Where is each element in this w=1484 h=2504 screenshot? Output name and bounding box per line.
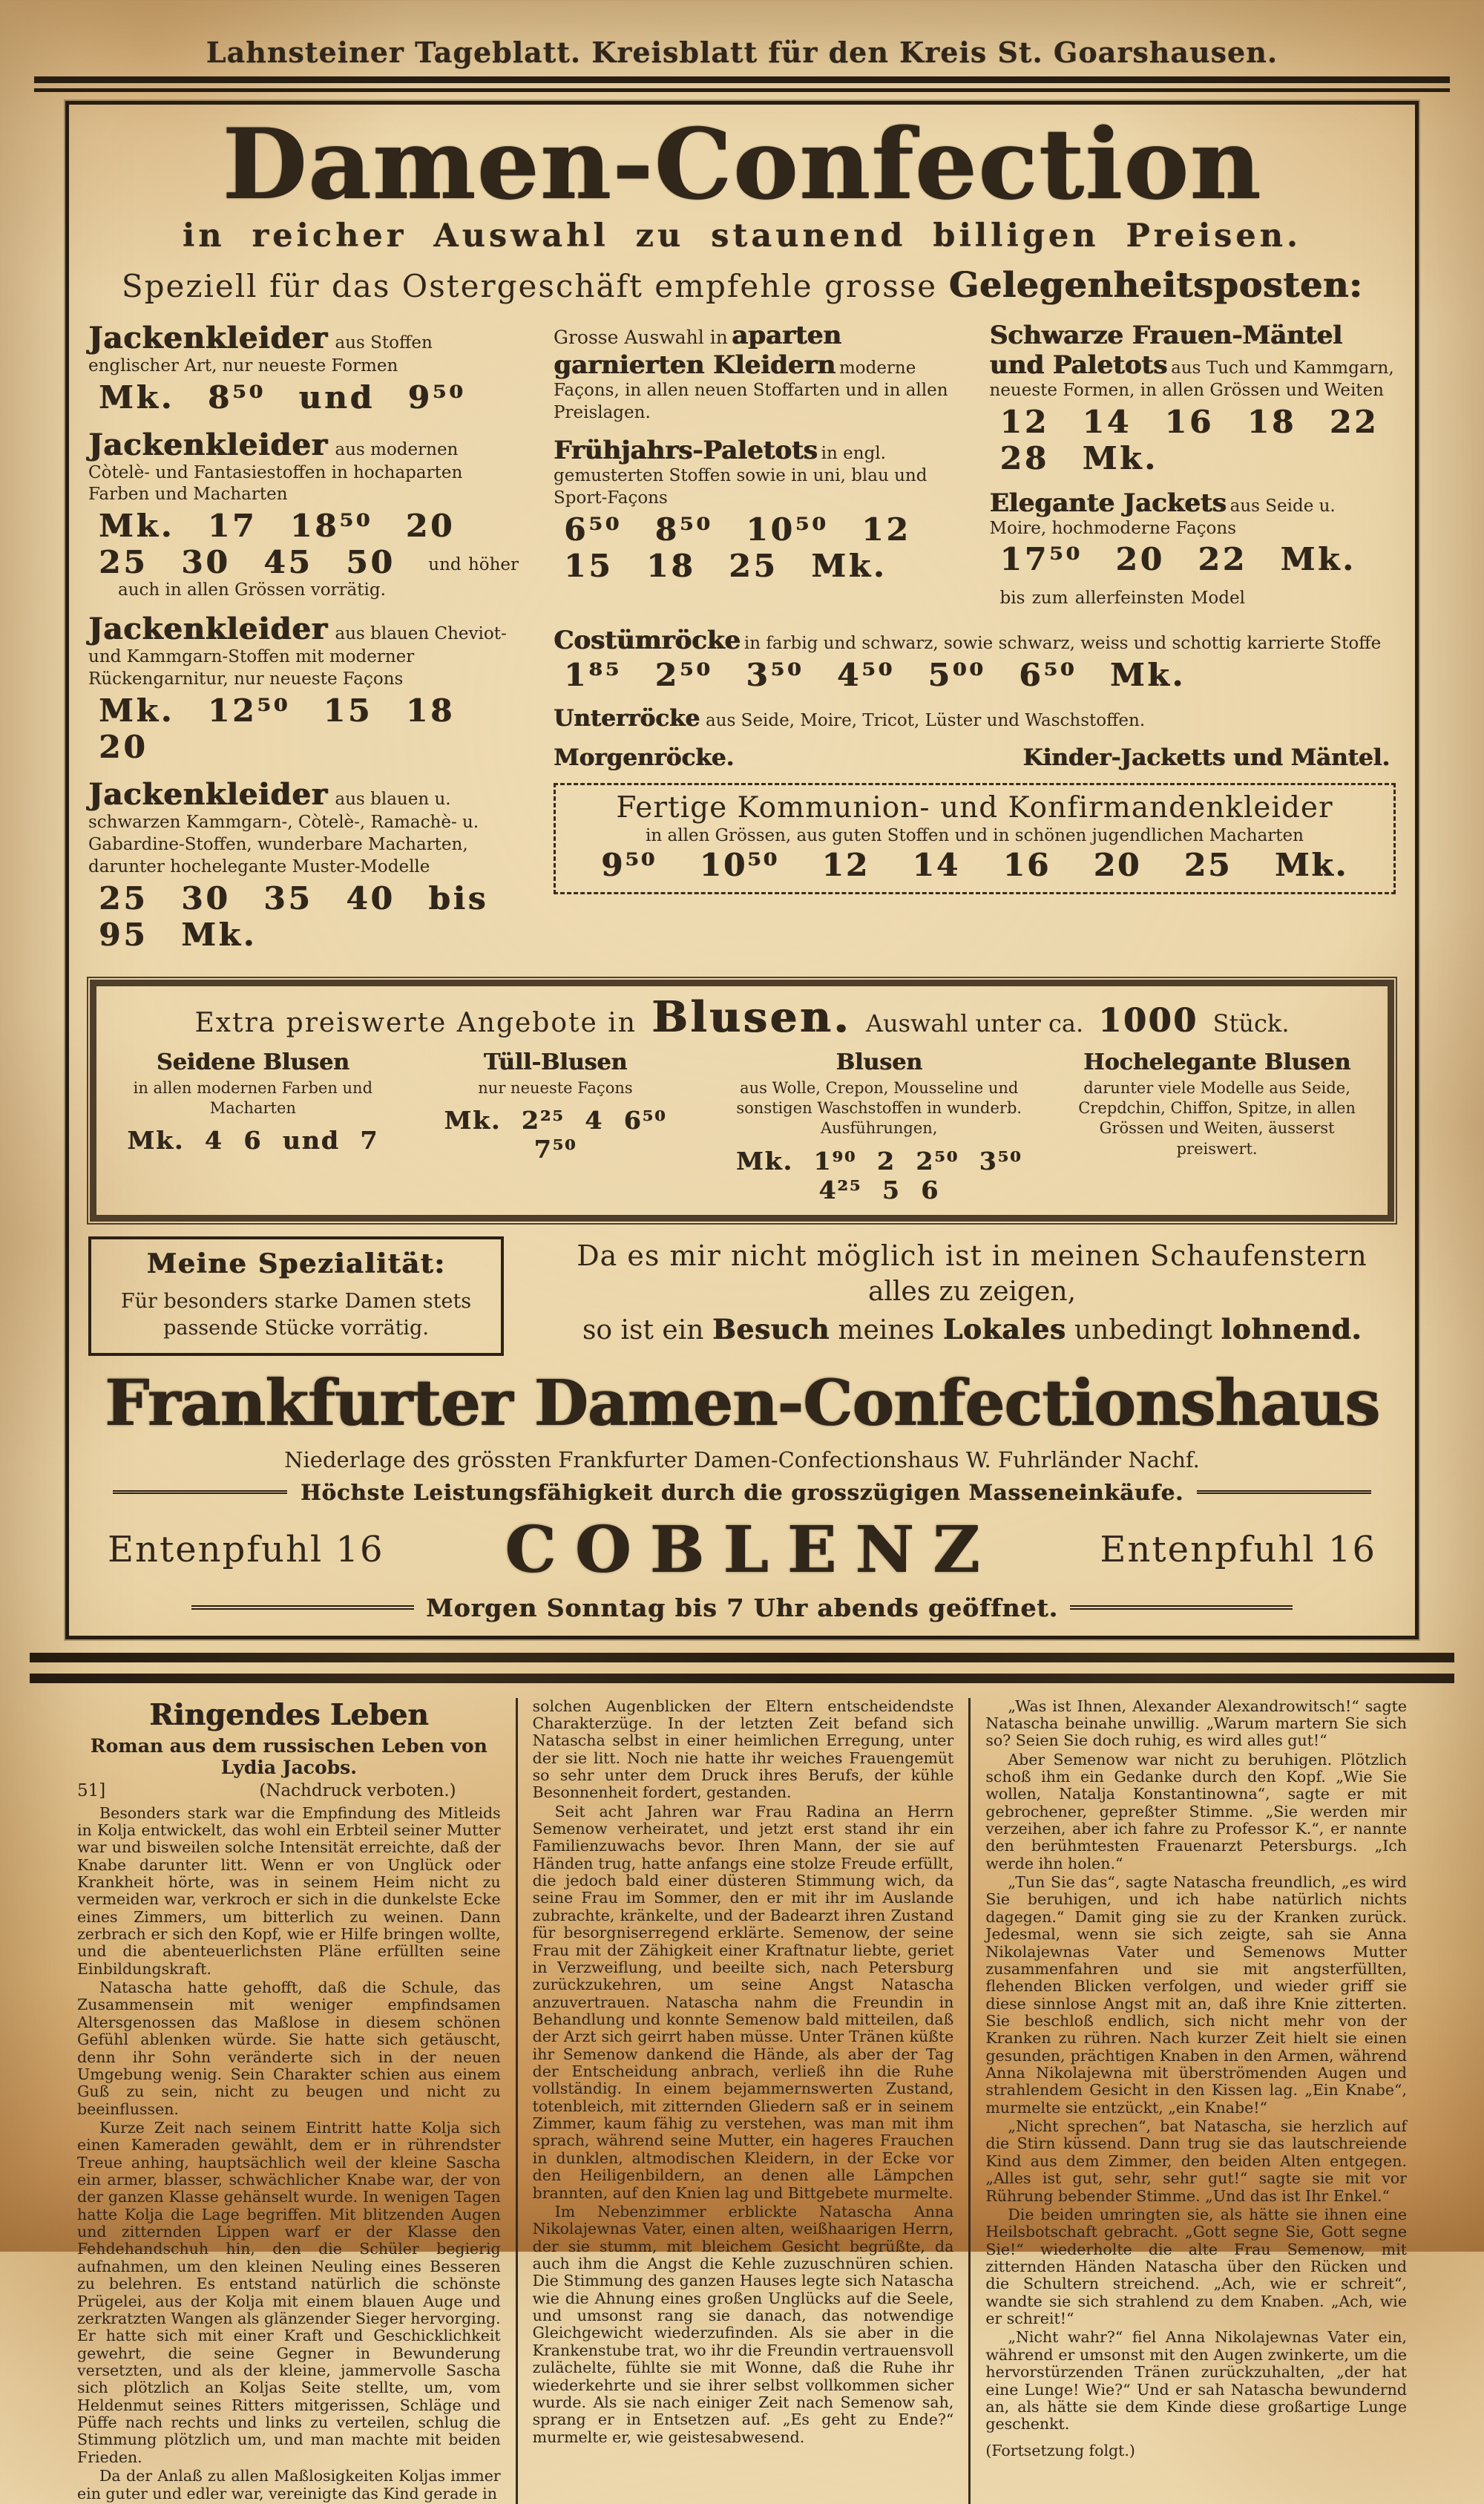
slogan-rule-right (1197, 1490, 1371, 1494)
ad-intro-text: Speziell für das Ostergeschäft empfehle grosse (121, 267, 938, 304)
firm-name: Frankfurter Damen-Confectionshaus (104, 1366, 1380, 1441)
ad-column-right-area (554, 321, 1396, 965)
blusen-col-desc: darunter viele Modelle aus Seide, Crepdchin, Chiffon, Spitze, in allen Grössen und Weiten, äusserst preiswert. (1078, 1078, 1356, 1158)
firm-slogan: Höchste Leistungsfähigkeit durch die grosszügigen Masseneinkäufe. (300, 1479, 1184, 1505)
novel-column-2 (516, 1698, 969, 2504)
novel-paragraph: Natascha hatte gehofft, daß die Schule, das Zusammensein mit weniger empfindsamen Altersgenossen das Maßlose in diesem schönen Gefühl ablenken würde. Sie hatte sich getäuscht, denn ihr Sohn veränderte sich in der neuen Umgebung wenig. Sein Charakter schien aus einem Guß zu sein, nicht zu beugen und nicht zu beeinflussen. (77, 1979, 501, 2118)
line3-mid1: meines (838, 1314, 935, 1346)
line3-lohnend: lohnend. (1221, 1312, 1362, 1346)
item-prices-values: 17⁵⁰ 20 22 Mk. (999, 541, 1356, 578)
blusen-col-seidene (111, 1049, 395, 1205)
item-desc: aus modernen Còtelè- und Fantasiestoffen in hochaparten Farben und Macharten (88, 439, 463, 505)
kommunion-prices: 9⁵⁰ 10⁵⁰ 12 14 16 20 25 Mk. (600, 847, 1349, 884)
ad-item-morgenroecke: Morgenröcke. (554, 744, 735, 772)
ad-item-kleider (554, 321, 960, 425)
novel-paragraph: Die beiden umringten sie, als hätte sie ihnen eine Heilsbotschaft gebracht. „Gott segne Sie, Gott segne Sie!“ wiederholte die alte Frau Semenow, mit zitternden Händen Natascha über den Rücken und die Schultern streichend. „Ach, wie er schreit“, wandte sie sich strahlend zu dem Knaben. „Ach, wie er schreit!“ (985, 2205, 1407, 2328)
advertisement (65, 101, 1419, 1639)
ad-item-jackenkleider-4 (88, 777, 522, 953)
item-prices (88, 508, 522, 580)
ad-item-frauen-maentel (990, 321, 1396, 476)
novel-paragraph: „Nicht sprechen“, bat Natascha, sie herzlich auf die Stirn küssend. Dann trug sie das lautschreiende Kind aus dem Zimmer, den beiden Alten entgegen. „Alles ist gut, sehr, sehr gut!“ sagte sie mit vor Rührung bebender Stimme. „Und das ist Ihr Enkel.“ (985, 2117, 1407, 2205)
ad-item-jackenkleider-2 (88, 427, 522, 600)
item-prices: 25 30 35 40 bis 95 Mk. (99, 879, 489, 953)
ad-item-kinder-jacketts: Kinder-Jacketts und Mäntel. (1022, 744, 1390, 772)
novel-column-1 (62, 1698, 516, 2504)
spezialitaet-text: Für besonders starke Damen stets passende Stücke vorrätig. (120, 1289, 472, 1340)
novel-title: Ringendes Leben (149, 1697, 429, 1732)
blusen-intro: Extra preiswerte Angebote in (194, 1007, 637, 1038)
item-prices (990, 541, 1396, 614)
schaufenster-line3 (548, 1313, 1396, 1346)
novel-meta (77, 1778, 501, 1805)
firm-section (88, 1366, 1396, 1622)
schaufenster-note (548, 1236, 1396, 1356)
novel-serial-number: 51] (77, 1780, 106, 1800)
blusen-col-title: Tüll-Blusen (483, 1049, 628, 1075)
kommunion-desc: in allen Grössen, aus guten Stoffen und in schönen jugendlichen Macharten (646, 826, 1304, 846)
item-prices: Mk. 8⁵⁰ und 9⁵⁰ (99, 378, 466, 416)
ad-item-jackenkleider-1 (88, 321, 522, 416)
ad-item-elegante-jackets (990, 488, 1396, 614)
blusen-col-prices: Mk. 4 6 und 7 (127, 1126, 379, 1156)
ad-subcolumn-right (990, 321, 1396, 626)
item-desc: in engl. gemusterten Stoffen sowie in uni, blau und Sport-Façons (554, 444, 928, 508)
slogan-rule-left (113, 1490, 287, 1494)
ad-intro-emphasis: Gelegenheitsposten: (948, 264, 1363, 306)
spezialitaet-row (88, 1236, 1396, 1356)
item-desc: moderne Façons, in allen neuen Stoffarten und in allen Preislagen. (554, 358, 948, 422)
novel-paragraph: Im Nebenzimmer erblickte Natascha Anna Nikolajewnas Vater, einen alten, weißhaarigen Herrn, der sie stumm, mit bleichem Gesicht begrüßte, da auch ihm die Angst die Kehle zuzuschnüren schien. Die Stimmung des ganzen Hauses legte sich Natascha wie die Ahnung eines großen Unglücks auf die Seele, und umsonst rang sie danach, das notwendige Gleichgewicht wiederzufinden. Als sie aber in die Krankenstube trat, wo ihr die Freundin vertrauensvoll zulächelte, fühlte sie mit Wonne, daß die Ruhe ihr wiederkehrte und sie ihrer selbst vollkommen sicher wurde. Als sie nach einiger Zeit nach Semenow sah, sprang er in Entsetzen auf. „Es geht zu Ende?“ murmelte er, wie geistesabwesend. (532, 2202, 954, 2446)
item-title: Jackenkleider (88, 427, 328, 462)
novel-section (62, 1698, 1422, 2504)
novel-paragraph: „Tun Sie das“, sagte Natascha freundlich, „es wird Sie beruhigen, und ich habe natürlich nichts dagegen.“ Damit ging sie zu der Kranken zurück. Jedesmal, wenn sie sich zeigte, sah sie Anna Nikolajewnas Vater und Semenows Mutter zusammenfahren und sie mit angsterfüllten, flehenden Blicken verfolgen, und wieder griff sie diese sinnlose Angst mit an, daß ihre Knie zitterten. Sie beschloß endlich, sich nicht mehr von der Kranken zu rühren. Nach kurzer Zeit hielt sie einen gesunden, prächtigen Knaben in den Armen, während Anna Nikolajewna mit überströmenden Augen und strahlendem Gesicht in den Kissen lag. „Ein Knabe“, murmelte sie entzückt, „ein Knabe!“ (985, 1873, 1407, 2117)
ad-subheadline: in reicher Auswahl zu staunend billigen Preisen. (183, 217, 1301, 255)
masthead (0, 36, 1484, 69)
item-prices: 6⁵⁰ 8⁵⁰ 10⁵⁰ 12 15 18 25 Mk. (564, 511, 911, 585)
blusen-col-tuell (414, 1049, 697, 1205)
hours-rule-left (191, 1605, 414, 1610)
rule-thick (34, 76, 1450, 83)
item-title: Jackenkleider (88, 320, 328, 355)
novel-paragraph: Da der Anlaß zu allen Maßlosigkeiten Koljas immer ein guter und edler war, vereinigte das Kind gerade in (77, 2467, 501, 2503)
line3-besuch: Besuch (712, 1312, 830, 1346)
item-title: Elegante Jackets (989, 488, 1227, 518)
firm-slogan-row (88, 1480, 1396, 1505)
firm-city: COBLENZ (505, 1512, 999, 1587)
item-desc: in farbig und schwarz, sowie schwarz, weiss und schottig karrierte Stoffe (743, 634, 1382, 654)
item-desc: aus blauen u. schwarzen Kammgarn-, Còtelè-, Ramachè- u. Gabardine-Stoffen, wunderbare Macharten, darunter hochelegante Muster-Modelle (88, 790, 479, 876)
item-note: auch in allen Grössen vorrätig. (118, 580, 386, 600)
novel-paragraph: Aber Semenow war nicht zu beruhigen. Plötzlich schoß ihm ein Gedanke durch den Kopf. „Wie Sie wollen, Natalja Konstantinowna“, sagte er mit gebrochener, gepreßter Stimme. „Sie werden mir verzeihen, aber ich fahre zu Professor K.“, er nannte den berühmtesten Frauenarzt Petersburgs. „Ich werde ihn holen.“ (985, 1750, 1407, 1872)
item-prices: Mk. 12⁵⁰ 15 18 20 (99, 692, 456, 766)
item-title: Frühjahrs-Paletots (554, 436, 818, 466)
item-title: aparten garnierten Kleidern (554, 320, 841, 380)
item-title: Unterröcke (554, 705, 700, 732)
item-lead: Grosse Auswahl in (554, 326, 728, 348)
blusen-col-desc: in allen modernen Farben und Macharten (133, 1078, 373, 1118)
item-desc: aus Seide, Moire, Tricot, Lüster und Waschstoffen. (706, 711, 1146, 731)
item-desc: aus blauen Cheviot- und Kammgarn-Stoffen mit moderner Rückengarnitur, nur neueste Façons (88, 624, 507, 689)
blusen-title: Blusen. (651, 992, 851, 1042)
blusen-col-desc: nur neueste Façons (478, 1078, 633, 1097)
spezialitaet-title: Meine Spezialität: (146, 1248, 446, 1279)
kommunion-title: Fertige Kommunion- und Konfirmandenkleider (616, 791, 1333, 825)
blusen-col-prices: Mk. 2²⁵ 4 6⁵⁰ 7⁵⁰ (444, 1106, 667, 1164)
blusen-col-prices: Mk. 1⁹⁰ 2 2⁵⁰ 3⁵⁰ 4²⁵ 5 6 (736, 1146, 1022, 1205)
schaufenster-line2: alles zu zeigen, (867, 1276, 1077, 1307)
firm-hours: Morgen Sonntag bis 7 Uhr abends geöffnet. (425, 1593, 1059, 1622)
ad-item-fruehjahrs-paletots (554, 436, 960, 584)
blusen-col-title: Blusen (835, 1049, 922, 1075)
item-price-note: und höher (428, 554, 519, 574)
ad-column-left (88, 321, 522, 965)
rule-thin (34, 88, 1450, 92)
item-prices: 1⁸⁵ 2⁵⁰ 3⁵⁰ 4⁵⁰ 5⁰⁰ 6⁵⁰ Mk. (564, 657, 1186, 694)
item-desc: aus Seide u. Moire, hochmoderne Façons (989, 496, 1336, 538)
ad-row-morgenroecke (554, 744, 1396, 771)
item-prices-values: Mk. 17 18⁵⁰ 20 25 30 45 50 (99, 508, 456, 581)
blusen-columns (111, 1049, 1373, 1205)
ad-item-unterroecke (554, 705, 1396, 732)
novel-paragraph: solchen Augenblicken der Eltern entscheidendste Charakterzüge. In der letzten Zeit befand sich Natascha selbst in einer heimlichen Erregung, unter der sie litt. Noch nie hatte ihr weiches Frauengemüt so sehr unter dem Druck ihres Berufs, der kühle Besonnenheit fordert, gestanden. (532, 1697, 954, 1802)
ad-headline: Damen-Confection (222, 107, 1262, 221)
hours-rule-right (1070, 1605, 1293, 1610)
item-prices: 12 14 16 18 22 28 Mk. (999, 403, 1379, 476)
novel-paragraph: Kurze Zeit nach seinem Eintritt hatte Kolja sich einen Kameraden gewählt, dem er in rührendster Treue anhing, hauptsächlich weil der kleine Sascha ein armer, blasser, schwächlicher Knabe war, der von der ganzen Klasse gehänselt wurde. In wenigen Tagen hatte Kolja die Lage begriffen. Mit blitzenden Augen und zitternden Lippen warf er der Klasse den Fehdehandschuh hin, den die Schüler begierig aufnahmen, um den kleinen Neuling eines Besseren zu belehren. Es entstand natürlich die schönste Prügelei, aus der Kolja mit einem blauen Auge und zerkratzten Wangen als glänzender Sieger hervorging. Er hatte sich mit einer Kraft und Geschicklichkeit gewehrt, die seine Gegner in Bewunderung versetzten, und als der kleine, jammervolle Sascha sich plötzlich an Koljas Seite stellte, um, vom Heldenmut seines Ritters mitgerissen, Schläge und Püffe nach rechts und links zu verteilen, schlug die Stimmung plötzlich um, und man machte mit beiden Frieden. (77, 2118, 501, 2466)
item-title: Schwarze Frauen-Mäntel und Paletots (989, 320, 1342, 380)
blusen-tail2: Stück. (1212, 1009, 1290, 1038)
novel-paragraph: Seit acht Jahren war Frau Radina an Herrn Semenow verheiratet, und jetzt erst stand ihr ein Familienzuwachs bevor. Ihren Mann, der sie auf Händen trug, hatte anfangs eine stolze Freude erfüllt, die jedoch bald einer düsteren Stimmung wich, da seine Frau im Sommer, den er mit ihr im Auslande zubrachte, kränkelte, und der Badearzt ihren Zustand für besorgniserregend erklärte. Semenow, der seine Frau mit der Zähigkeit einer Kraftnatur liebte, geriet in Verzweiflung, und beeilte sich, nach Petersburg zurückzukehren, um seine Angst Natascha anzuvertrauen. Natascha nahm die Freundin in Behandlung und konnte Semenow bald mitteilen, daß der Arzt sich geirrt haben müsse. Unter Tränen küßte ihr Semenow dankend die Hände, als aber der Tag der Entscheidung anbrach, verließ ihn die Ruhe vollständig. In einem bejammernswerten Zustand, totenbleich, mit zitternden Gliedern saß er in seinem Zimmer, kaum fähig zu verstehen, was man mit ihm sprach, während seine Mutter, ein hageres Frauchen in dunklen, altmodischen Kleidern, in der Ecke vor den Heiligenbildern, an denen alle Lämpchen brannten, auf den Knien lag und Bittgebete murmelte. (532, 1802, 954, 2202)
blusen-col-hochelegante (1061, 1049, 1373, 1205)
blusen-col-title: Hochelegante Blusen (1083, 1049, 1351, 1075)
ad-item-jackenkleider-3 (88, 612, 522, 765)
item-title: Costümröcke (554, 626, 741, 656)
masthead-rules (34, 76, 1450, 92)
firm-hours-row (88, 1593, 1396, 1622)
separator-band-1 (30, 1653, 1454, 1662)
ad-subcolumn-middle (554, 321, 960, 626)
line3-mid2: unbedingt (1074, 1314, 1212, 1346)
ad-intro-line (88, 265, 1396, 306)
novel-paragraph: „Nicht wahr?“ fiel Anna Nikolajewnas Vater ein, während er umsonst mit den Augen zwinkerte, um die hervorstürzenden Tränen zurückzuhalten, „der hat eine Lunge! Wie?“ Und er sah Natascha bewundernd an, als hätte sie dem Kinde diese großartige Lunge geschenkt. (985, 2328, 1407, 2433)
novel-column-3 (968, 1698, 1422, 2504)
firm-address-right: Entenpfuhl 16 (1100, 1529, 1376, 1570)
line3-pre: so ist ein (582, 1314, 704, 1346)
ad-item-costuemroecke (554, 626, 1396, 693)
blusen-header (111, 992, 1373, 1042)
blusen-count: 1000 (1098, 1001, 1198, 1040)
firm-city-row (108, 1512, 1376, 1587)
spezialitaet-box (88, 1236, 504, 1356)
item-price-note: bis zum allerfeinsten Model (999, 588, 1245, 608)
blusen-box (90, 980, 1394, 1222)
item-desc: aus Stoffen englischer Art, nur neueste Formen (88, 332, 433, 376)
novel-paragraph: „Was ist Ihnen, Alexander Alexandrowitsch!“ sagte Natascha beinahe unwillig. „Warum martern Sie sich so? Seien Sie doch ruhig, es wird alles gut!“ (985, 1697, 1407, 1750)
novel-subtitle: Roman aus dem russischen Leben von Lydia Jacobs. (90, 1734, 487, 1778)
novel-continuation-note: (Fortsetzung folgt.) (985, 2441, 1135, 2459)
blusen-tail1: Auswahl unter ca. (865, 1009, 1084, 1038)
masthead-title: Lahnsteiner Tageblatt. Kreisblatt für den Kreis St. Goarshausen. (206, 36, 1278, 69)
item-title: Jackenkleider (88, 777, 328, 813)
firm-address-left: Entenpfuhl 16 (108, 1529, 384, 1570)
blusen-col-desc: aus Wolle, Crepon, Mousseline und sonstigen Waschstoffen in wunderb. Ausführungen, (736, 1078, 1022, 1138)
line3-lokales: Lokales (942, 1312, 1066, 1346)
blusen-col-wolle (716, 1049, 1042, 1205)
schaufenster-line1: Da es mir nicht möglich ist in meinen Schaufenstern (577, 1239, 1368, 1272)
ad-subcolumns (554, 321, 1396, 626)
item-title: Jackenkleider (88, 612, 328, 647)
ad-columns (88, 321, 1396, 965)
separator-band-2 (30, 1674, 1454, 1683)
firm-subline: Niederlage des grössten Frankfurter Damen-Confectionshaus W. Fuhrländer Nachf. (284, 1446, 1200, 1472)
novel-rights-notice: (Nachdruck verboten.) (259, 1780, 456, 1800)
blusen-col-title: Seidene Blusen (156, 1049, 349, 1075)
novel-paragraph: Besonders stark war die Empfindung des Mitleids in Kolja entwickelt, das wohl ein Erbteil seiner Mutter war und bisweilen solche Intensität erreichte, daß der Knabe darunter litt. Wenn er von Unglück oder Krankheit hörte, was in seinem Heim nicht zu vermeiden war, verkroch er sich in die dunkelste Ecke eines Zimmers, um bitterlich zu weinen. Dann zerbrach er sich den Kopf, wie er Hilfe bringen wollte, und die abenteuerlichsten Pläne erfüllten seine Einbildungskraft. (77, 1803, 501, 1978)
item-desc: aus Tuch und Kammgarn, neueste Formen, in allen Grössen und Weiten (989, 358, 1394, 400)
kommunion-box (554, 783, 1396, 894)
